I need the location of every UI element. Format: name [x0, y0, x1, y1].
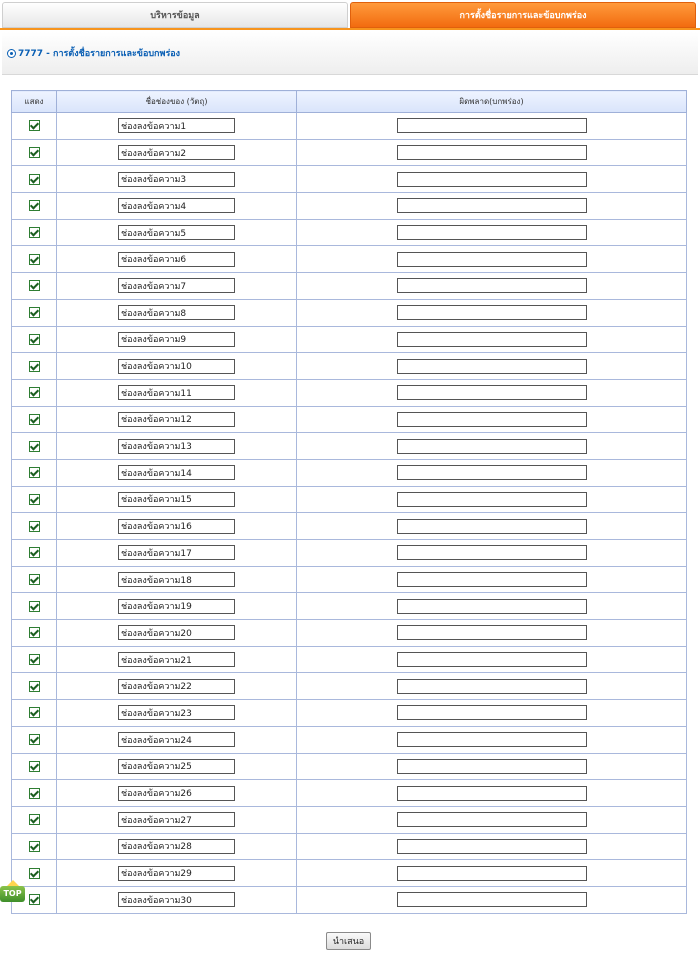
table-row	[12, 246, 687, 273]
error-message-input[interactable]	[397, 359, 587, 374]
field-name-input[interactable]	[118, 305, 235, 320]
name-cell	[57, 833, 297, 860]
field-name-input[interactable]	[118, 625, 235, 640]
section-heading	[2, 32, 698, 75]
table-row	[12, 780, 687, 807]
error-message-input[interactable]	[397, 172, 587, 187]
show-checkbox[interactable]	[29, 387, 40, 398]
name-cell	[57, 673, 297, 700]
table-row	[12, 459, 687, 486]
show-cell	[12, 326, 57, 353]
error-cell	[297, 433, 687, 460]
bullet-icon	[7, 49, 16, 58]
error-message-input[interactable]	[397, 892, 587, 907]
field-name-input[interactable]	[118, 118, 235, 133]
name-cell	[57, 860, 297, 887]
tab-naming-and-defects[interactable]: การตั้งชื่อรายการและข้อบกพร่อง	[350, 2, 696, 28]
field-name-input[interactable]	[118, 412, 235, 427]
table-row	[12, 273, 687, 300]
field-name-input[interactable]	[118, 145, 235, 160]
name-cell	[57, 406, 297, 433]
table-row	[12, 886, 687, 913]
show-checkbox[interactable]	[29, 307, 40, 318]
field-name-input[interactable]	[118, 812, 235, 827]
show-cell	[12, 753, 57, 780]
table-row	[12, 833, 687, 860]
error-message-input[interactable]	[397, 679, 587, 694]
error-cell	[297, 593, 687, 620]
show-checkbox[interactable]	[29, 788, 40, 799]
error-message-input[interactable]	[397, 599, 587, 614]
error-message-input[interactable]	[397, 786, 587, 801]
table-header-row	[12, 91, 687, 113]
error-cell	[297, 486, 687, 513]
name-cell	[57, 700, 297, 727]
error-message-input[interactable]	[397, 225, 587, 240]
field-name-input[interactable]	[118, 492, 235, 507]
name-cell	[57, 139, 297, 166]
error-message-input[interactable]	[397, 439, 587, 454]
show-checkbox[interactable]	[29, 814, 40, 825]
name-cell	[57, 646, 297, 673]
error-cell	[297, 860, 687, 887]
show-checkbox[interactable]	[29, 334, 40, 345]
field-name-input[interactable]	[118, 572, 235, 587]
error-cell	[297, 459, 687, 486]
show-cell	[12, 486, 57, 513]
error-message-input[interactable]	[397, 332, 587, 347]
field-name-input[interactable]	[118, 198, 235, 213]
show-cell	[12, 700, 57, 727]
error-message-input[interactable]	[397, 412, 587, 427]
table-row	[12, 113, 687, 140]
field-name-input[interactable]	[118, 359, 235, 374]
table-row	[12, 406, 687, 433]
show-checkbox[interactable]	[29, 894, 40, 905]
table-row	[12, 219, 687, 246]
error-message-input[interactable]	[397, 572, 587, 587]
show-cell	[12, 219, 57, 246]
show-cell	[12, 246, 57, 273]
show-checkbox[interactable]	[29, 494, 40, 505]
show-cell	[12, 593, 57, 620]
error-cell	[297, 700, 687, 727]
name-cell	[57, 806, 297, 833]
show-checkbox[interactable]	[29, 254, 40, 265]
name-cell	[57, 620, 297, 647]
error-message-input[interactable]	[397, 252, 587, 267]
show-checkbox[interactable]	[29, 521, 40, 532]
column-header-error: ผิดพลาด(บกพร่อง)	[297, 91, 687, 113]
show-cell	[12, 299, 57, 326]
error-message-input[interactable]	[397, 866, 587, 881]
name-cell	[57, 540, 297, 567]
error-message-input[interactable]	[397, 278, 587, 293]
table-body	[12, 113, 687, 914]
error-cell	[297, 673, 687, 700]
error-message-input[interactable]	[397, 705, 587, 720]
error-cell	[297, 273, 687, 300]
field-name-input[interactable]	[118, 866, 235, 881]
tab-bar	[0, 0, 700, 32]
show-checkbox[interactable]	[29, 361, 40, 372]
table-row	[12, 326, 687, 353]
table-row	[12, 433, 687, 460]
error-cell	[297, 886, 687, 913]
name-cell	[57, 246, 297, 273]
name-cell	[57, 459, 297, 486]
error-message-input[interactable]	[397, 625, 587, 640]
table-row	[12, 593, 687, 620]
error-cell	[297, 219, 687, 246]
show-cell	[12, 620, 57, 647]
field-name-input[interactable]	[118, 599, 235, 614]
error-cell	[297, 780, 687, 807]
field-name-input[interactable]	[118, 732, 235, 747]
field-name-input[interactable]	[118, 252, 235, 267]
show-checkbox[interactable]	[29, 681, 40, 692]
table-row	[12, 673, 687, 700]
show-checkbox[interactable]	[29, 547, 40, 558]
name-cell	[57, 299, 297, 326]
error-cell	[297, 620, 687, 647]
table-row	[12, 193, 687, 220]
error-message-input[interactable]	[397, 519, 587, 534]
show-checkbox[interactable]	[29, 761, 40, 772]
show-checkbox[interactable]	[29, 868, 40, 879]
error-cell	[297, 833, 687, 860]
show-cell	[12, 193, 57, 220]
error-message-input[interactable]	[397, 652, 587, 667]
error-message-input[interactable]	[397, 759, 587, 774]
show-cell	[12, 726, 57, 753]
name-cell	[57, 219, 297, 246]
show-cell	[12, 566, 57, 593]
name-cell	[57, 726, 297, 753]
field-name-input[interactable]	[118, 679, 235, 694]
name-cell	[57, 486, 297, 513]
column-header-name: ชื่อช่องของ (วัตถุ)	[57, 91, 297, 113]
table-row	[12, 299, 687, 326]
show-cell	[12, 166, 57, 193]
error-cell	[297, 166, 687, 193]
name-cell	[57, 886, 297, 913]
fields-table	[11, 90, 687, 914]
show-checkbox[interactable]	[29, 734, 40, 745]
field-name-input[interactable]	[118, 652, 235, 667]
table-row	[12, 620, 687, 647]
show-checkbox[interactable]	[29, 601, 40, 612]
field-name-input[interactable]	[118, 439, 235, 454]
show-checkbox[interactable]	[29, 467, 40, 478]
error-cell	[297, 193, 687, 220]
error-cell	[297, 806, 687, 833]
name-cell	[57, 379, 297, 406]
error-message-input[interactable]	[397, 545, 587, 560]
table-row	[12, 753, 687, 780]
show-checkbox[interactable]	[29, 574, 40, 585]
scroll-top-button[interactable]	[0, 878, 25, 902]
error-cell	[297, 326, 687, 353]
field-name-input[interactable]	[118, 225, 235, 240]
error-cell	[297, 540, 687, 567]
error-cell	[297, 113, 687, 140]
table-row	[12, 566, 687, 593]
name-cell	[57, 566, 297, 593]
table-row	[12, 540, 687, 567]
error-message-input[interactable]	[397, 812, 587, 827]
name-cell	[57, 193, 297, 220]
show-checkbox[interactable]	[29, 654, 40, 665]
show-cell	[12, 273, 57, 300]
show-cell	[12, 379, 57, 406]
table-row	[12, 166, 687, 193]
show-checkbox[interactable]	[29, 707, 40, 718]
error-message-input[interactable]	[397, 385, 587, 400]
show-checkbox[interactable]	[29, 200, 40, 211]
error-message-input[interactable]	[397, 492, 587, 507]
name-cell	[57, 353, 297, 380]
name-cell	[57, 166, 297, 193]
show-cell	[12, 433, 57, 460]
tab-data-management[interactable]: บริหารข้อมูล	[2, 2, 348, 28]
table-row	[12, 860, 687, 887]
table-row	[12, 806, 687, 833]
error-cell	[297, 353, 687, 380]
show-cell	[12, 406, 57, 433]
field-name-input[interactable]	[118, 545, 235, 560]
error-message-input[interactable]	[397, 732, 587, 747]
name-cell	[57, 513, 297, 540]
error-cell	[297, 299, 687, 326]
show-cell	[12, 540, 57, 567]
name-cell	[57, 326, 297, 353]
show-checkbox[interactable]	[29, 147, 40, 158]
table-row	[12, 486, 687, 513]
error-cell	[297, 246, 687, 273]
show-cell	[12, 673, 57, 700]
show-checkbox[interactable]	[29, 280, 40, 291]
name-cell	[57, 780, 297, 807]
show-checkbox[interactable]	[29, 414, 40, 425]
error-message-input[interactable]	[397, 305, 587, 320]
field-name-input[interactable]	[118, 332, 235, 347]
field-name-input[interactable]	[118, 519, 235, 534]
error-cell	[297, 139, 687, 166]
show-cell	[12, 353, 57, 380]
field-name-input[interactable]	[118, 786, 235, 801]
table-row	[12, 646, 687, 673]
error-cell	[297, 646, 687, 673]
show-cell	[12, 113, 57, 140]
show-checkbox[interactable]	[29, 627, 40, 638]
show-cell	[12, 139, 57, 166]
field-name-input[interactable]	[118, 839, 235, 854]
submit-button[interactable]: นำเสนอ	[326, 932, 371, 950]
show-checkbox[interactable]	[29, 174, 40, 185]
top-label: TOP	[3, 889, 22, 898]
table-row	[12, 726, 687, 753]
show-cell	[12, 513, 57, 540]
name-cell	[57, 753, 297, 780]
name-cell	[57, 593, 297, 620]
field-name-input[interactable]	[118, 465, 235, 480]
field-name-input[interactable]	[118, 172, 235, 187]
error-cell	[297, 726, 687, 753]
error-message-input[interactable]	[397, 145, 587, 160]
show-cell	[12, 780, 57, 807]
error-cell	[297, 379, 687, 406]
field-name-input[interactable]	[118, 759, 235, 774]
error-message-input[interactable]	[397, 118, 587, 133]
error-cell	[297, 513, 687, 540]
name-cell	[57, 273, 297, 300]
column-header-show: แสดง	[12, 91, 57, 113]
table-row	[12, 353, 687, 380]
error-cell	[297, 406, 687, 433]
show-checkbox[interactable]	[29, 120, 40, 131]
field-name-input[interactable]	[118, 892, 235, 907]
error-message-input[interactable]	[397, 839, 587, 854]
show-checkbox[interactable]	[29, 441, 40, 452]
page-title: 7777 - การตั้งชื่อรายการและข้อบกพร่อง	[18, 49, 181, 59]
table-row	[12, 513, 687, 540]
table-row	[12, 700, 687, 727]
error-cell	[297, 566, 687, 593]
name-cell	[57, 433, 297, 460]
show-cell	[12, 646, 57, 673]
show-cell	[12, 806, 57, 833]
show-cell	[12, 833, 57, 860]
tab-underline	[0, 28, 700, 30]
show-cell	[12, 459, 57, 486]
field-name-input[interactable]	[118, 705, 235, 720]
field-name-input[interactable]	[118, 385, 235, 400]
table-row	[12, 139, 687, 166]
error-message-input[interactable]	[397, 198, 587, 213]
table-row	[12, 379, 687, 406]
error-cell	[297, 753, 687, 780]
show-checkbox[interactable]	[29, 227, 40, 238]
show-checkbox[interactable]	[29, 841, 40, 852]
field-name-input[interactable]	[118, 278, 235, 293]
name-cell	[57, 113, 297, 140]
error-message-input[interactable]	[397, 465, 587, 480]
